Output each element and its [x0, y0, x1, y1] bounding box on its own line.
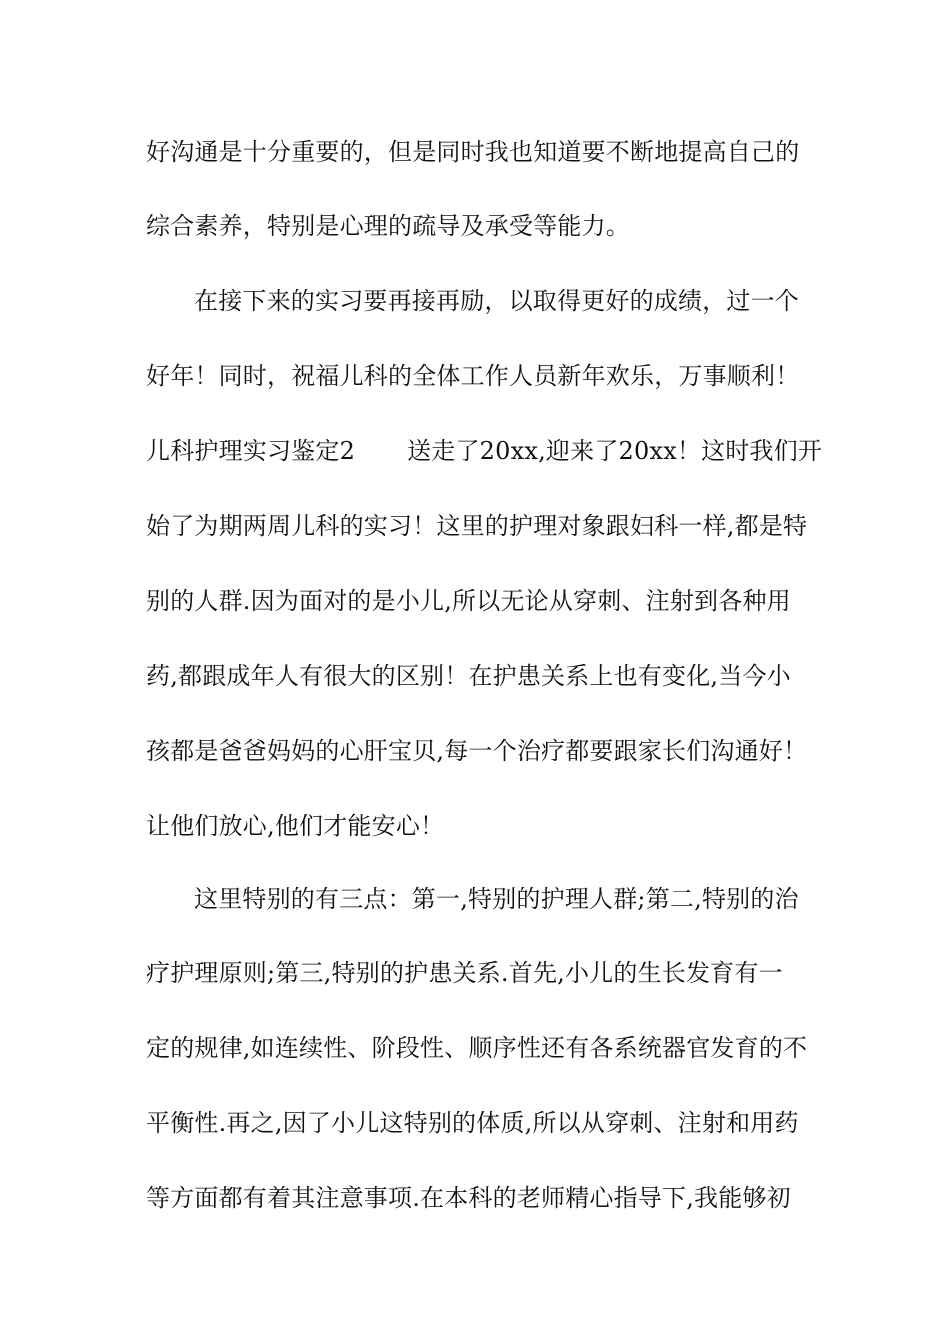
body-text-line: 别的人群.因为面对的是小儿,所以无论从穿刺、注射到各种用: [146, 587, 791, 615]
paragraph-start-line: 在接下来的实习要再接再励，以取得更好的成绩，过一个: [194, 287, 799, 315]
section-heading-line: [146, 436, 836, 466]
body-text-line: 好年！同时，祝福儿科的全体工作人员新年欢乐，万事顺利！: [146, 362, 800, 390]
body-text-line: 药,都跟成年人有很大的区别！在护患关系上也有变化,当今小: [146, 662, 791, 690]
paragraph-start-line: 这里特别的有三点：第一,特别的护理人群;第二,特别的治: [194, 885, 799, 913]
section-heading: 儿科护理实习鉴定2: [146, 437, 356, 465]
body-text-line: 等方面都有着其注意事项.在本科的老师精心指导下,我能够初: [146, 1184, 791, 1212]
body-text-line: 始了为期两周儿科的实习！这里的护理对象跟妇科一样,都是特: [146, 512, 808, 540]
body-text-segment: 送走了20xx,迎来了20xx！这时我们开: [407, 437, 823, 465]
body-text-line: 孩都是爸爸妈妈的心肝宝贝,每一个治疗都要跟家长们沟通好！: [146, 737, 808, 765]
body-text-line: 好沟通是十分重要的，但是同时我也知道要不断地提高自己的: [146, 138, 800, 166]
body-text-line: 定的规律,如连续性、阶段性、顺序性还有各系统器官发育的不: [146, 1034, 808, 1062]
body-text-line: 让他们放心,他们才能安心！: [146, 812, 445, 840]
body-text-line: 疗护理原则;第三,特别的护患关系.首先,小儿的生长发育有一: [146, 959, 783, 987]
body-text-line: 综合素养，特别是心理的疏导及承受等能力。: [146, 212, 630, 240]
body-text-line: 平衡性.再之,因了小儿这特别的体质,所以从穿刺、注射和用药: [146, 1109, 799, 1137]
